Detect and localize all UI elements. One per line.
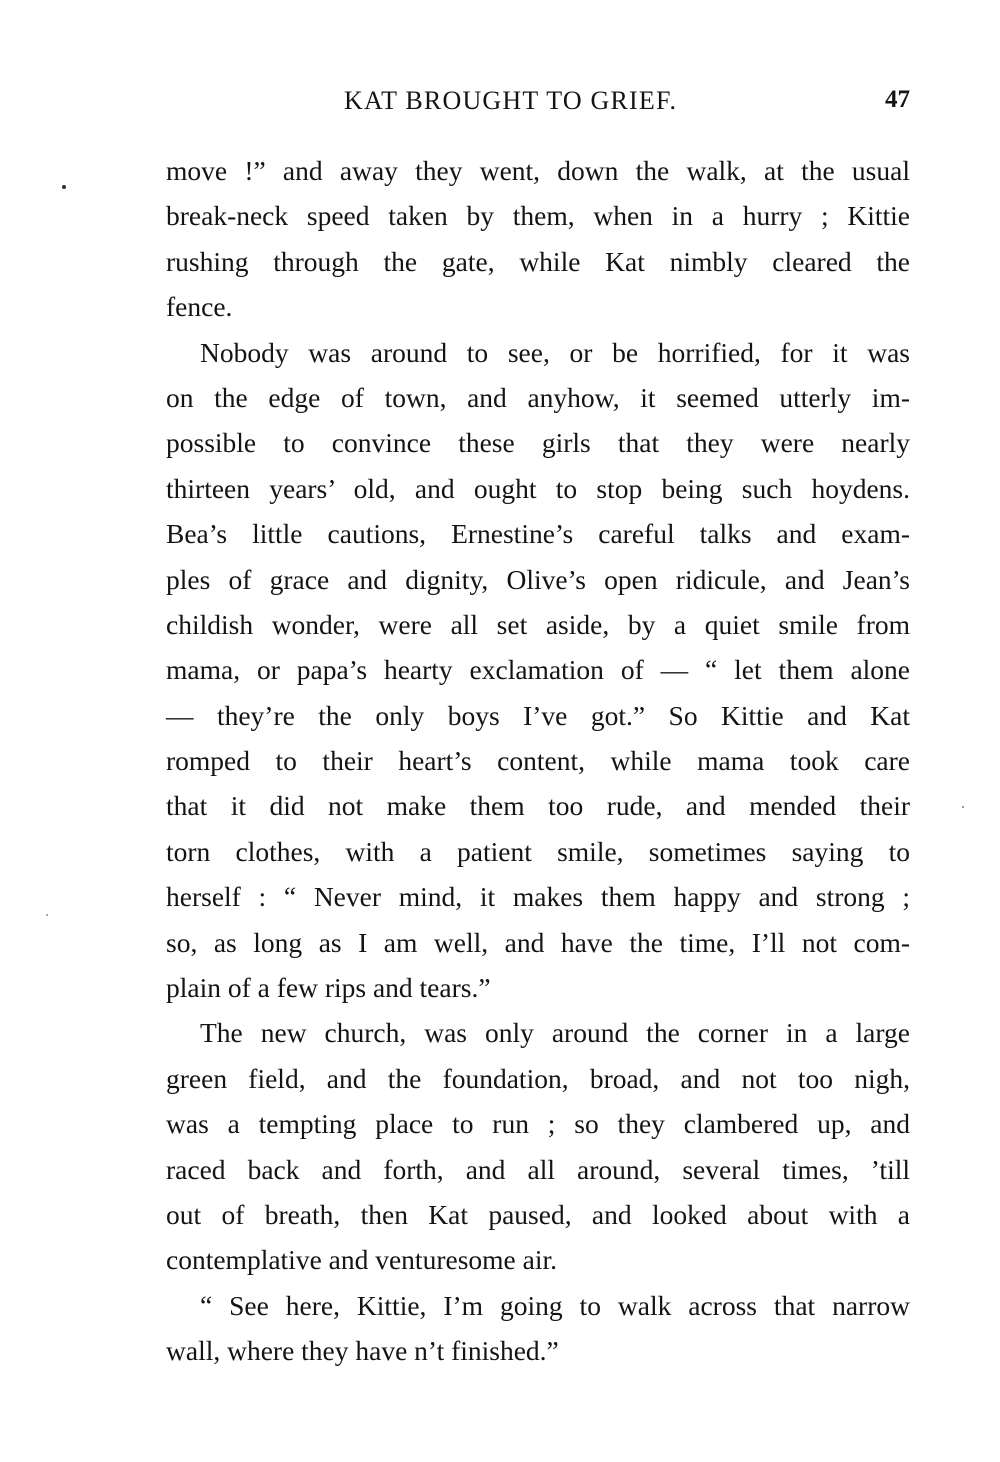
text-line: break-neck speed taken by them, when in a hurry ; Kittie [166,200,910,232]
page-number: 47 [885,86,910,113]
text-line: move !” and away they went, down the walk, at the usual [166,155,910,186]
text-line: torn clothes, with a patient smile, sometimes saying to [166,835,910,867]
text-line: so, as long as I am well, and have the time, I’ll not com- [166,926,910,958]
running-head [166,86,910,122]
running-title: KAT BROUGHT TO GRIEF. [344,86,678,115]
ink-speck [962,806,964,808]
text-line: was a tempting place to run ; so they clambered up, and [166,1108,910,1140]
text-line: raced back and forth, and all around, several times, ’till [166,1153,910,1185]
text-line: on the edge of town, and anyhow, it seemed utterly im- [166,381,910,413]
text-line: possible to convince these girls that they were nearly [166,427,910,459]
text-line: rushing through the gate, while Kat nimbly cleared the [166,245,910,277]
text-line: childish wonder, were all set aside, by a quiet smile from [166,608,910,640]
text-line: contemplative and venturesome air. [166,1244,557,1276]
paragraph-2 [166,330,910,1011]
text-line: The new church, was only around the corner in a large [200,1017,910,1049]
ink-speck [46,914,48,916]
text-line: wall, where they have n’t finished.” [166,1335,559,1367]
text-line: — they’re the only boys I’ve got.” So Kittie and Kat [166,699,910,731]
text-line: herself : “ Never mind, it makes them happy and strong ; [166,881,910,913]
text-line: Bea’s little cautions, Ernestine’s careful talks and exam- [166,518,910,550]
text-line: out of breath, then Kat paused, and looked about with a [166,1198,910,1230]
text-line: that it did not make them too rude, and mended their [166,790,910,822]
ink-speck [62,185,66,189]
text-line: mama, or papa’s hearty exclamation of — “ let them alone [166,654,910,686]
text-line: green field, and the foundation, broad, and not too nigh, [166,1062,910,1094]
paragraph-4 [166,1283,910,1374]
paragraph-3 [166,1010,910,1282]
text-line: thirteen years’ old, and ought to stop being such hoydens. [166,472,910,504]
text-line: fence. [166,291,233,323]
text-line: romped to their heart’s content, while mama took care [166,745,910,777]
text-line: “ See here, Kittie, I’m going to walk across that narrow [200,1289,910,1321]
body-text [166,148,910,1374]
paragraph-1 [166,148,910,330]
text-line: Nobody was around to see, or be horrified, for it was [200,336,910,368]
text-line: plain of a few rips and tears.” [166,972,491,1004]
text-line: ples of grace and dignity, Olive’s open ridicule, and Jean’s [166,563,910,595]
